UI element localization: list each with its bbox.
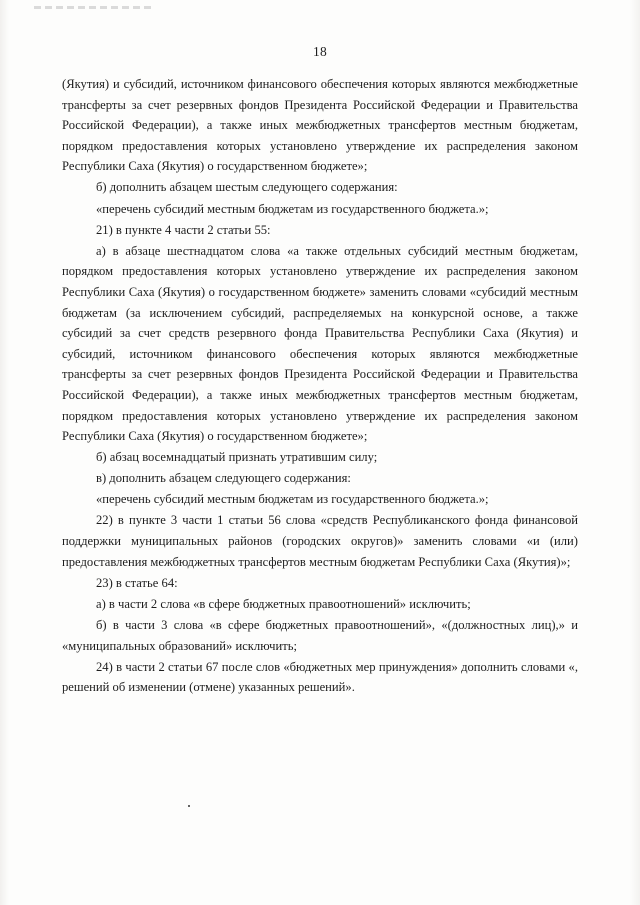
paragraph-item-21-b: б) абзац восемнадцатый признать утратившим силу; — [96, 450, 378, 465]
paragraph-b-dopolnit: б) дополнить абзацем шестым следующего содержания: — [96, 180, 398, 195]
scan-edge-right — [630, 0, 640, 905]
paragraph-item-21-v: в) дополнить абзацем следующего содержания: — [96, 471, 351, 486]
paragraph-item-22: 22) в пункте 3 части 1 статьи 56 слова «средств Республиканского фонда финансовой поддержки муниципальных районов (городских округов)» заменить словами «и (или) предоставления межбюджетных трансфертов местным бюджетам Республики Саха (Якутия)»; — [62, 513, 578, 569]
paragraph-continuation: (Якутия) и субсидий, источником финансового обеспечения которых являются межбюджетные трансферты за счет резервных фондов Президента Российской Федерации и Правительства Российской Федерации), а также иных межбюджетных трансфертов местным бюджетам, порядком предоставления которых установлено утверждение их распределения законом Республики Саха (Якутия) о государственном бюджете»; — [62, 77, 578, 174]
paragraph-item-24: 24) в части 2 статьи 67 после слов «бюджетных мер принуждения» дополнить словами «, решений об изменении (отмене) указанных решений». — [62, 659, 578, 695]
paragraph-item-23-b: б) в части 3 слова «в сфере бюджетных правоотношений», «(должностных лиц),» и «муниципальных образований» исключить; — [62, 617, 578, 653]
paragraph-item-21-a: а) в абзаце шестнадцатом слова «а также отдельных субсидий местным бюджетам, порядком предоставления которых установлено утверждение их распределения законом Республики Саха (Якутия) о государственном бюджете» заменить словами «субсидий местным бюджетам (за исключением субсидий, распределяемых на конкурсной основе, а также субсидий за счет средств резервного фонда Правительства Республики Саха (Якутия) и субсидий, источником финансового обеспечения которых являются межбюджетные трансферты за счет резервных фондов Президента Российской Федерации и Правительства Российской Федерации), а также иных межбюджетных трансфертов местным бюджетам, порядком предоставления которых установлено утверждение их распределения законом Республики Саха (Якутия) о государственном бюджете»; — [62, 243, 578, 444]
document-body — [62, 74, 578, 698]
paragraph-item-23-a: а) в части 2 слова «в сфере бюджетных правоотношений» исключить; — [96, 596, 471, 611]
scan-edge-left — [0, 0, 9, 905]
page-number: 18 — [313, 44, 327, 59]
paragraph-item-21: 21) в пункте 4 части 2 статьи 55: — [96, 222, 271, 237]
paragraph-perechen-1: «перечень субсидий местным бюджетам из государственного бюджета.»; — [96, 201, 489, 216]
paragraph-item-23: 23) в статье 64: — [96, 575, 178, 590]
scan-artifact-top — [34, 6, 154, 9]
paragraph-perechen-2: «перечень субсидий местным бюджетам из государственного бюджета.»; — [96, 492, 489, 507]
page-artifact-dot — [188, 805, 190, 807]
